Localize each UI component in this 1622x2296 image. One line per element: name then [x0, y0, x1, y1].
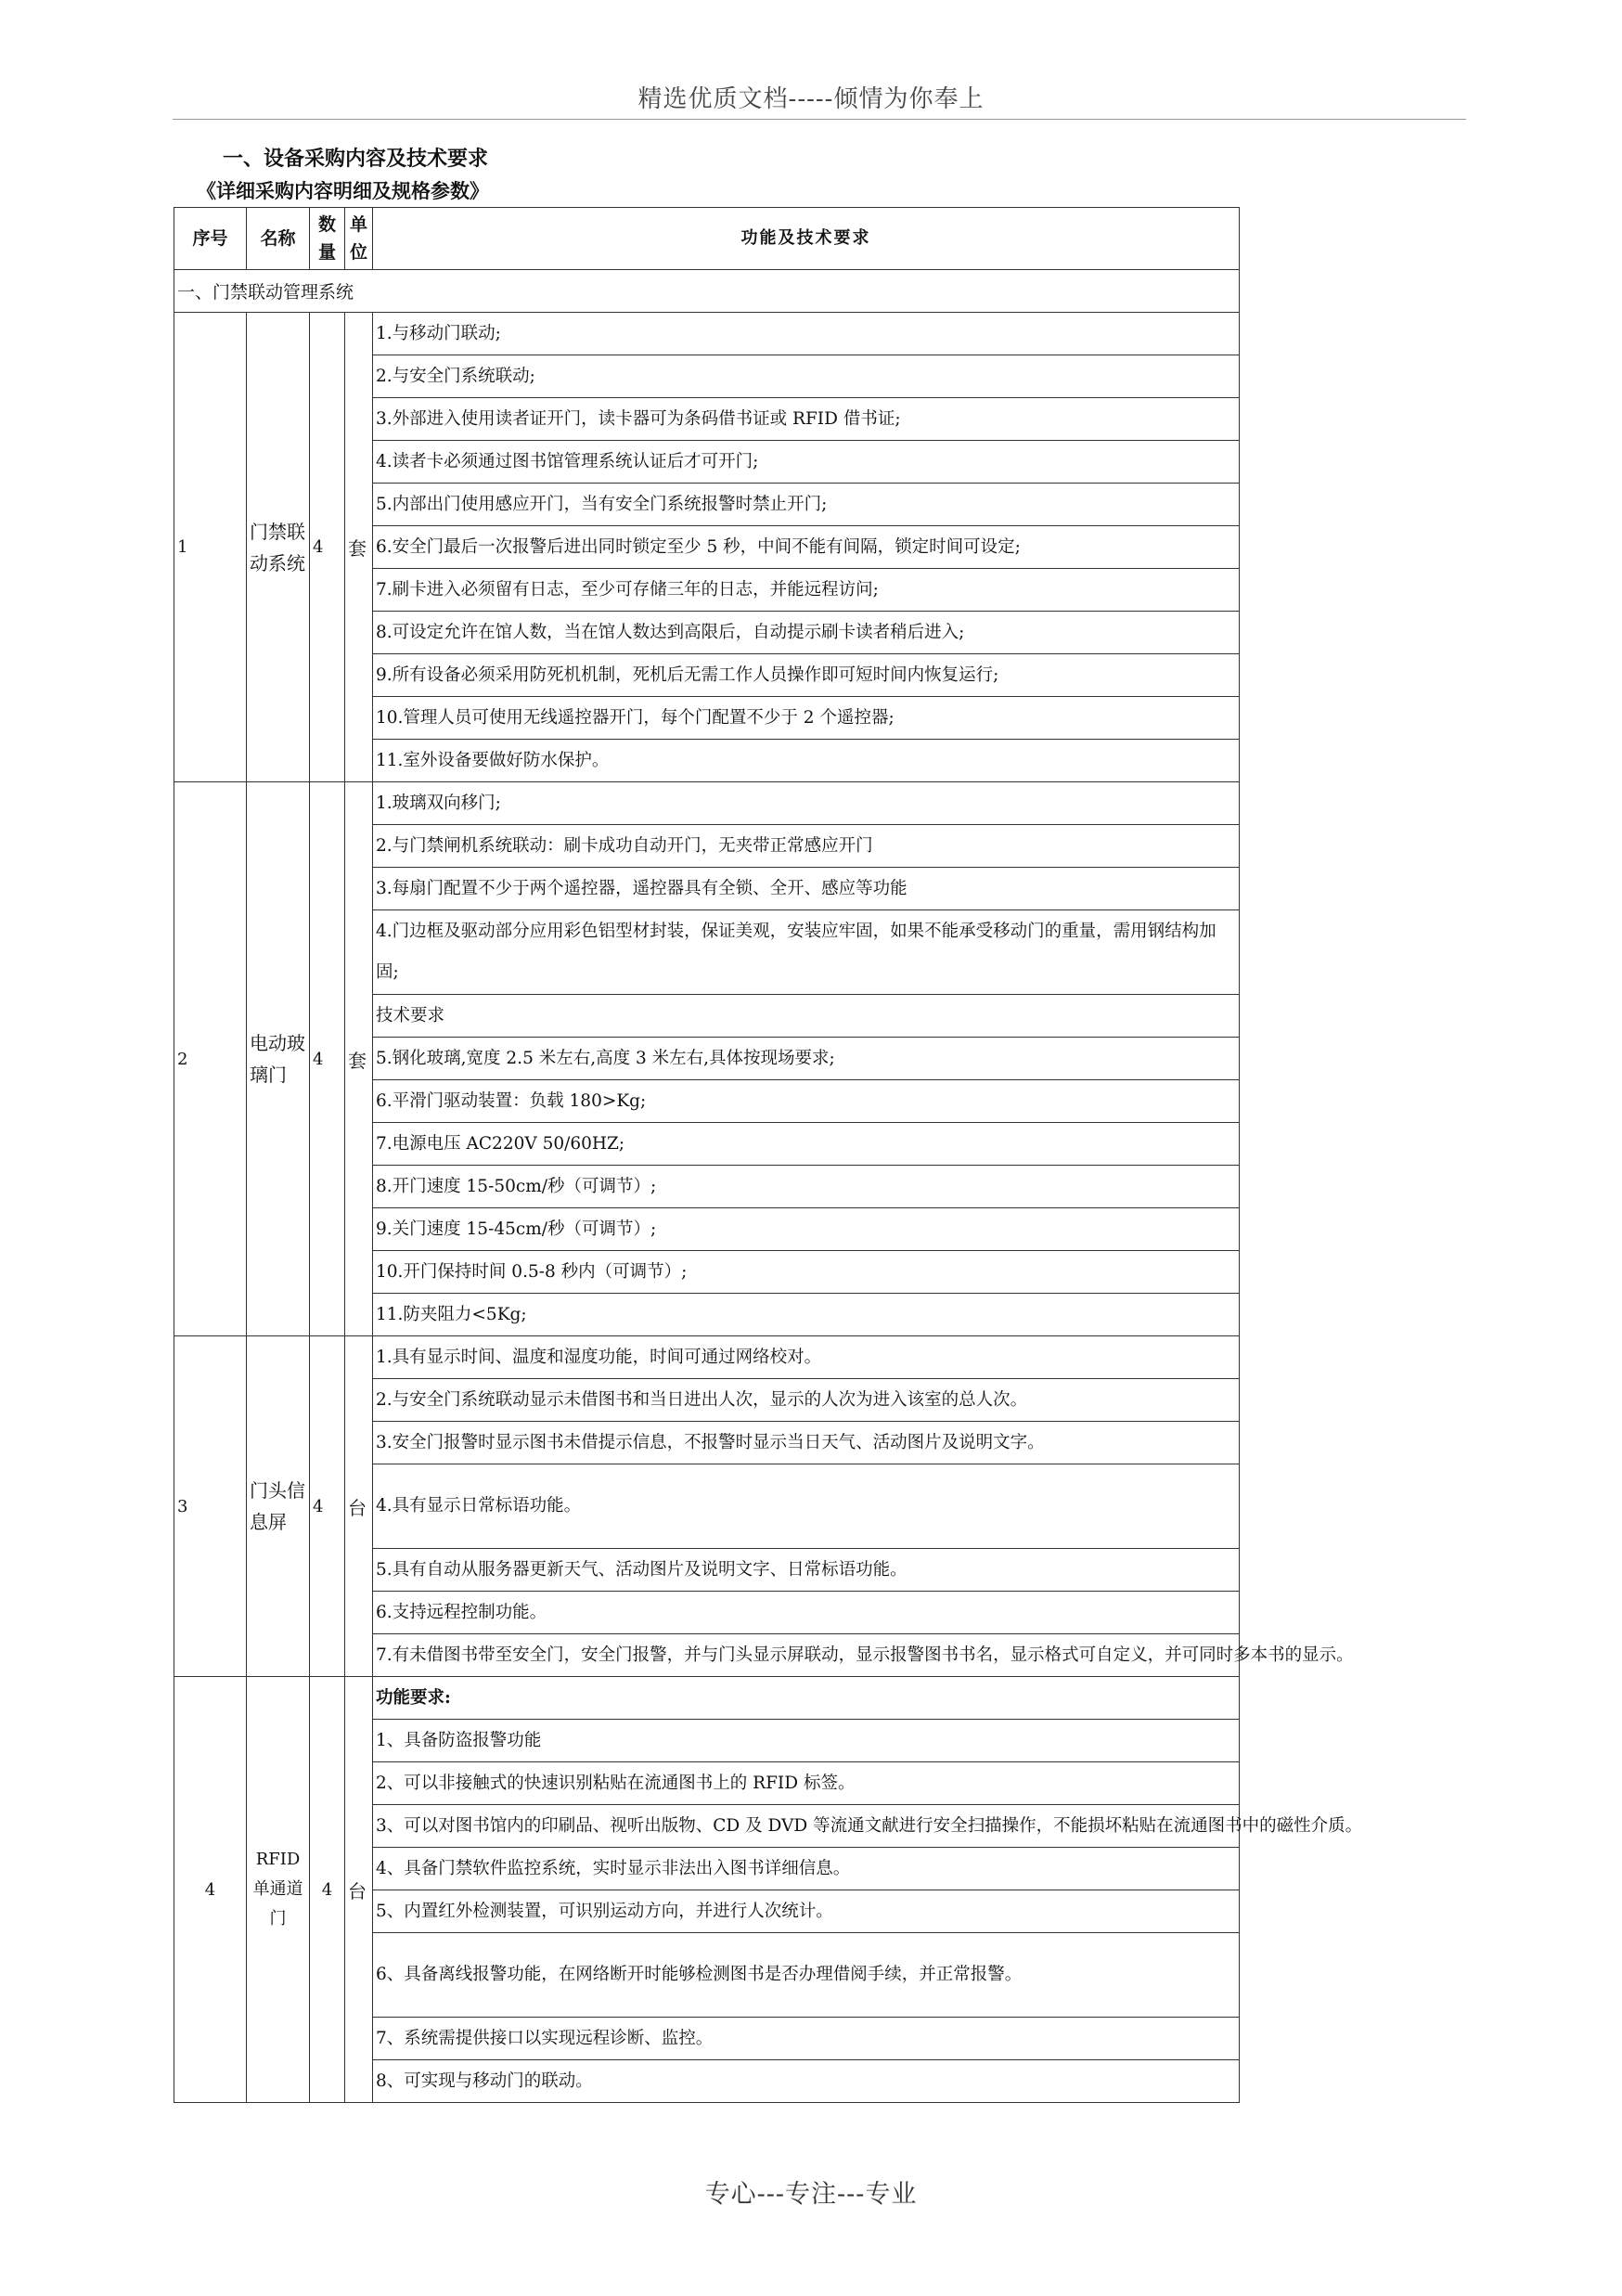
requirement-cell: 4.门边框及驱动部分应用彩色铝型材封装，保证美观，安装应牢固，如果不能承受移动门的重量，需用钢结构加固;	[373, 910, 1240, 995]
requirement-cell: 7.刷卡进入必须留有日志，至少可存储三年的日志，并能远程访问;	[373, 569, 1240, 612]
requirement-cell: 1.具有显示时间、温度和湿度功能，时间可通过网络校对。	[373, 1336, 1240, 1379]
item-quantity: 4	[310, 782, 345, 1336]
requirement-cell: 3.每扇门配置不少于两个遥控器，遥控器具有全锁、全开、感应等功能	[373, 868, 1240, 910]
header-no: 序号	[174, 208, 247, 270]
header-name: 名称	[247, 208, 310, 270]
requirement-cell: 11.防夹阻力<5Kg;	[373, 1294, 1240, 1336]
section-row	[174, 270, 1240, 313]
requirement-cell: 7.电源电压 AC220V 50/60HZ;	[373, 1123, 1240, 1166]
requirement-cell: 1.玻璃双向移门;	[373, 782, 1240, 825]
item-name: 电动玻璃门	[247, 782, 310, 1336]
requirement-cell: 3.安全门报警时显示图书未借提示信息，不报警时显示当日天气、活动图片及说明文字。	[373, 1422, 1240, 1464]
requirement-cell: 8、可实现与移动门的联动。	[373, 2060, 1240, 2103]
page-header: 精选优质文档-----倾情为你奉上	[637, 85, 985, 113]
requirement-cell: 2.与门禁闸机系统联动：刷卡成功自动开门，无夹带正常感应开门	[373, 825, 1240, 868]
requirement-cell: 5.具有自动从服务器更新天气、活动图片及说明文字、日常标语功能。	[373, 1549, 1240, 1592]
requirement-cell: 7、系统需提供接口以实现远程诊断、监控。	[373, 2018, 1240, 2060]
requirement-cell: 9.关门速度 15-45cm/秒（可调节）;	[373, 1208, 1240, 1251]
header-qty: 数量	[310, 208, 345, 270]
item-number: 1	[174, 313, 247, 782]
item-unit: 套	[345, 782, 373, 1336]
requirement-cell: 2.与安全门系统联动;	[373, 355, 1240, 398]
requirement-cell: 3.外部进入使用读者证开门，读卡器可为条码借书证或 RFID 借书证;	[373, 398, 1240, 441]
requirement-cell: 9.所有设备必须采用防死机机制，死机后无需工作人员操作即可短时间内恢复运行;	[373, 654, 1240, 697]
requirement-cell: 6、具备离线报警功能，在网络断开时能够检测图书是否办理借阅手续，并正常报警。	[373, 1933, 1240, 2018]
requirement-cell: 1.与移动门联动;	[373, 313, 1240, 355]
requirement-cell: 8.开门速度 15-50cm/秒（可调节）;	[373, 1166, 1240, 1208]
sub-title: 《详细采购内容明细及规格参数》	[197, 179, 489, 202]
requirement-cell: 2.与安全门系统联动显示未借图书和当日进出人次，显示的人次为进入该室的总人次。	[373, 1379, 1240, 1422]
requirement-cell: 6.安全门最后一次报警后进出同时锁定至少 5 秒，中间不能有间隔，锁定时间可设定;	[373, 526, 1240, 569]
table-row	[174, 313, 1240, 355]
header-requirements: 功能及技术要求	[373, 208, 1240, 270]
requirement-cell: 功能要求:	[373, 1677, 1240, 1720]
item-name: RFID 单通道门	[247, 1677, 310, 2103]
requirement-cell: 6.平滑门驱动装置：负载 180>Kg;	[373, 1080, 1240, 1123]
requirement-cell: 5、内置红外检测装置，可识别运动方向，并进行人次统计。	[373, 1890, 1240, 1933]
requirement-cell: 10.开门保持时间 0.5-8 秒内（可调节）;	[373, 1251, 1240, 1294]
requirement-cell: 11.室外设备要做好防水保护。	[373, 740, 1240, 782]
table-header-row	[174, 208, 1240, 270]
requirement-cell: 2、可以非接触式的快速识别粘贴在流通图书上的 RFID 标签。	[373, 1762, 1240, 1805]
item-unit: 台	[345, 1336, 373, 1677]
item-number: 4	[174, 1677, 247, 2103]
requirement-cell: 7.有未借图书带至安全门，安全门报警，并与门头显示屏联动，显示报警图书书名，显示格式可自定义，并可同时多本书的显示。	[373, 1634, 1240, 1677]
header-divider	[173, 119, 1466, 120]
requirement-cell: 技术要求	[373, 995, 1240, 1038]
table-row	[174, 1677, 1240, 1720]
spec-table	[174, 207, 1363, 2103]
item-unit: 台	[345, 1677, 373, 2103]
requirement-cell: 4、具备门禁软件监控系统，实时显示非法出入图书详细信息。	[373, 1848, 1240, 1890]
requirement-cell: 5.内部出门使用感应开门，当有安全门系统报警时禁止开门;	[373, 484, 1240, 526]
requirement-cell: 4.具有显示日常标语功能。	[373, 1464, 1240, 1549]
item-unit: 套	[345, 313, 373, 782]
section-row-label: 一、门禁联动管理系统	[174, 270, 1240, 313]
item-number: 3	[174, 1336, 247, 1677]
item-number: 2	[174, 782, 247, 1336]
item-name: 门头信息屏	[247, 1336, 310, 1677]
item-quantity: 4	[310, 313, 345, 782]
requirement-cell: 8.可设定允许在馆人数，当在馆人数达到高限后，自动提示刷卡读者稍后进入;	[373, 612, 1240, 654]
table-row	[174, 1336, 1240, 1379]
item-quantity: 4	[310, 1677, 345, 2103]
requirement-cell: 10.管理人员可使用无线遥控器开门，每个门配置不少于 2 个遥控器;	[373, 697, 1240, 740]
requirement-cell: 5.钢化玻璃,宽度 2.5 米左右,高度 3 米左右,具体按现场要求;	[373, 1038, 1240, 1080]
page-footer: 专心---专注---专业	[704, 2180, 918, 2209]
requirement-cell: 3、可以对图书馆内的印刷品、视听出版物、CD 及 DVD 等流通文献进行安全扫描操作，不能损坏粘贴在流通图书中的磁性介质。	[373, 1805, 1240, 1848]
item-name: 门禁联动系统	[247, 313, 310, 782]
requirement-cell: 1、具备防盗报警功能	[373, 1720, 1240, 1762]
item-quantity: 4	[310, 1336, 345, 1677]
requirement-cell: 4.读者卡必须通过图书馆管理系统认证后才可开门;	[373, 441, 1240, 484]
section-title: 一、设备采购内容及技术要求	[223, 147, 489, 171]
requirement-cell: 6.支持远程控制功能。	[373, 1592, 1240, 1634]
table-row	[174, 782, 1240, 825]
header-unit: 单位	[345, 208, 373, 270]
